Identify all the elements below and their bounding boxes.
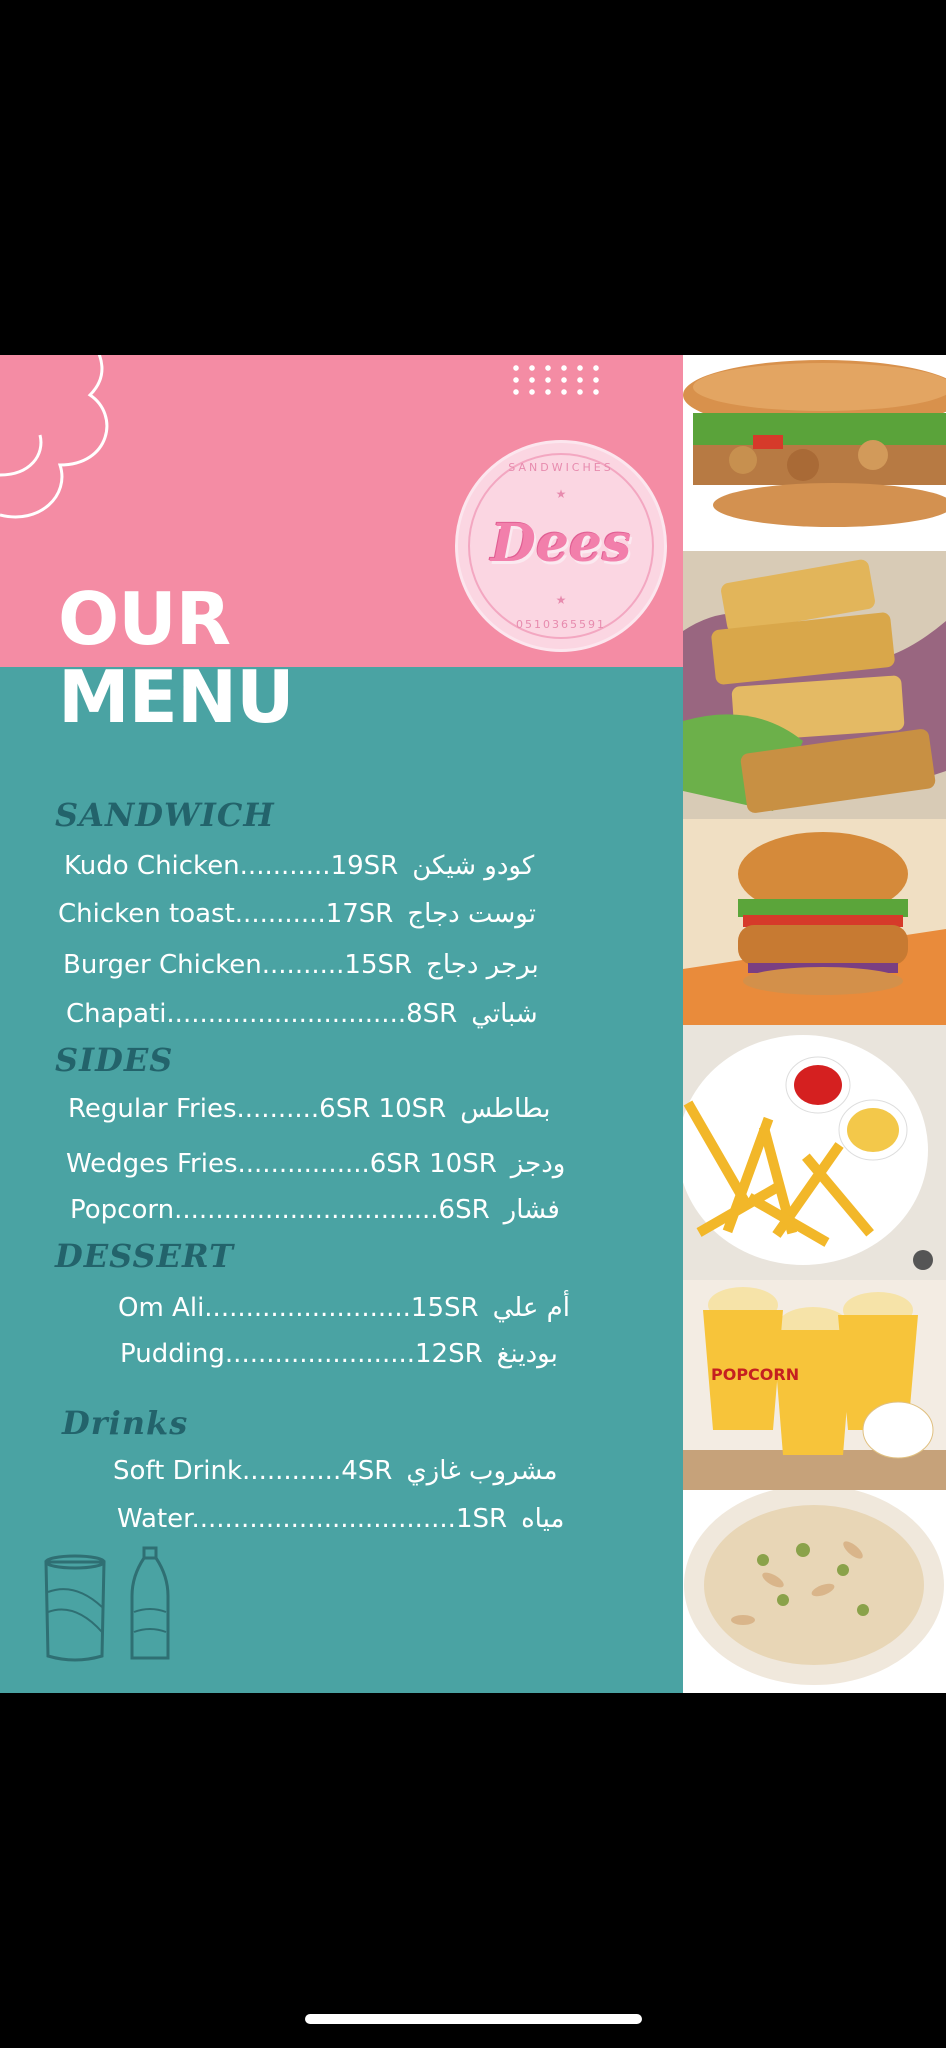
section-heading-sides: SIDES <box>55 1041 174 1079</box>
popcorn-cup-label: POPCORN <box>711 1365 800 1384</box>
item-name-price: Popcorn................................6SR <box>70 1195 490 1225</box>
grilled-toast-photo <box>683 551 946 819</box>
menu-item <box>70 1195 560 1225</box>
title-line-1: OUR <box>58 577 231 661</box>
chicken-burger-photo <box>683 819 946 1025</box>
item-name-price: Chapati.............................8SR <box>66 999 458 1029</box>
water-bottle-icon <box>128 1546 172 1664</box>
item-name-price: Burger Chicken..........15SR <box>63 950 413 980</box>
item-name-price: Water................................1SR <box>117 1504 508 1534</box>
star-icon: ★ <box>555 593 567 607</box>
item-name-price: Kudo Chicken...........19SR <box>64 851 399 881</box>
section-heading-sandwich: SANDWICH <box>55 796 275 834</box>
logo-tagline: SANDWICHES <box>508 461 614 474</box>
item-name-price: Om Ali.........................15SR <box>118 1293 479 1323</box>
item-arabic-name: شباتي <box>471 999 538 1029</box>
item-arabic-name: مياه <box>521 1504 565 1534</box>
menu-item <box>66 1149 565 1179</box>
section-heading-dessert: DESSERT <box>55 1237 234 1275</box>
sub-sandwich-photo <box>683 355 946 551</box>
menu-item <box>66 999 538 1029</box>
item-arabic-name: أم علي <box>492 1293 570 1323</box>
home-indicator[interactable] <box>305 2014 642 2024</box>
menu-item <box>64 851 534 881</box>
item-arabic-name: فشار <box>503 1195 560 1225</box>
menu-item <box>68 1094 551 1124</box>
french-fries-photo <box>683 1025 946 1280</box>
popcorn-photo <box>683 1280 946 1490</box>
menu-item <box>118 1293 570 1323</box>
menu-item <box>113 1456 558 1486</box>
dots-decoration <box>508 362 608 396</box>
item-name-price: Soft Drink............4SR <box>113 1456 393 1486</box>
item-arabic-name: كودو شيكن <box>412 851 535 881</box>
item-name-price: Pudding.......................12SR <box>120 1339 483 1369</box>
menu-item <box>120 1339 558 1369</box>
photo-strip <box>683 355 946 1693</box>
section-heading-drinks: Drinks <box>62 1404 189 1442</box>
logo-phone: 0510365591 <box>516 618 606 631</box>
menu-item <box>58 899 536 929</box>
soda-can-icon <box>40 1552 110 1664</box>
item-name-price: Regular Fries..........6SR 10SR <box>68 1094 447 1124</box>
item-name-price: Chicken toast...........17SR <box>58 899 394 929</box>
item-arabic-name: برجر دجاج <box>426 950 539 980</box>
menu-title <box>58 577 294 739</box>
logo-brand-name: Dees <box>490 513 632 574</box>
menu-item <box>117 1504 564 1534</box>
flower-outline-decoration <box>0 355 140 525</box>
item-arabic-name: مشروب غازي <box>406 1456 558 1486</box>
brand-logo <box>455 440 667 652</box>
menu-item <box>63 950 539 980</box>
item-arabic-name: بودينغ <box>496 1339 558 1369</box>
star-icon: ★ <box>555 487 567 501</box>
item-arabic-name: بطاطس <box>460 1094 551 1124</box>
om-ali-photo <box>683 1490 946 1693</box>
item-name-price: Wedges Fries................6SR 10SR <box>66 1149 497 1179</box>
title-line-2: MENU <box>58 655 294 739</box>
item-arabic-name: ودجز <box>510 1149 566 1179</box>
item-arabic-name: توست دجاج <box>407 899 536 929</box>
